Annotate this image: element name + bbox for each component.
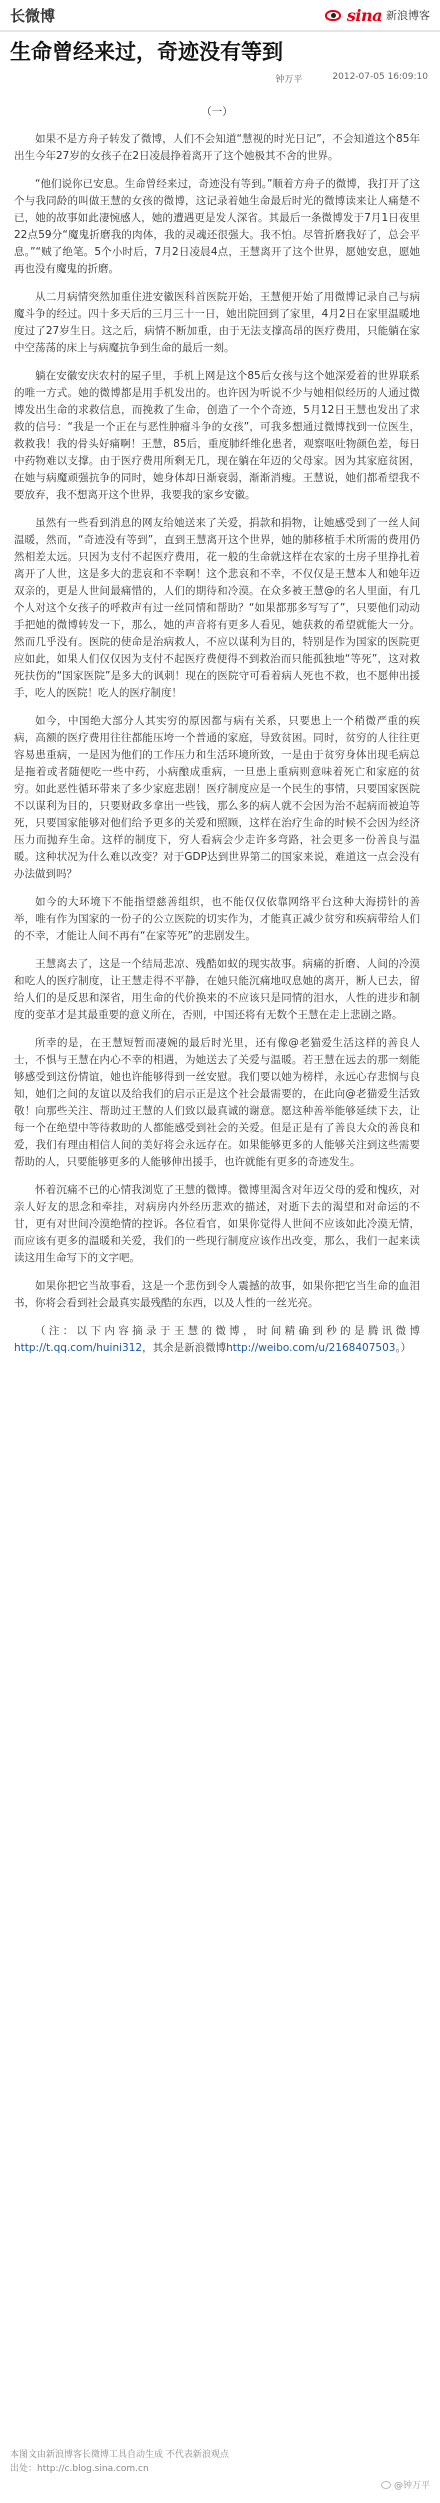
sina-weibo-link[interactable]: http://weibo.com/u/2168407503 — [226, 1342, 396, 1354]
paragraph-11: 如果你把它当故事看，这是一个悲伤到令人震撼的故事，如果你把它当生命的血泪书，你将会看到社会最真实最残酷的东西，以及人性的一丝光亮。 — [14, 1280, 420, 1309]
page-footer — [10, 2448, 430, 2476]
article-meta — [275, 72, 428, 85]
source-note — [14, 1323, 420, 1357]
note-suffix: 。） — [395, 1342, 412, 1354]
paragraph-3: 从二月病情突然加重住进安徽医科首医院开始，王慧便开始了用微博记录自己与病魔斗争的经过。四十多天后的三月三十一日，她出院回到了家里，4月2日在家里温暖地度过了27岁生日。这之后，病情不断加重，由于无法支撑高昂的医疗费用，只能躺在家中空荡荡的床上与病魔抗争到生命的最后一刻。 — [14, 291, 420, 354]
paragraph-5: 虽然有一些看到消息的网友给她送来了关爱，捐款和捐物，让她感受到了一丝人间温暖，然而，“奇迹没有等到”，直到王慧离开这个世界，她的肺移植手术所需的费用仍然相差太远。只因为支付不起医疗费用，花一般的生命就这样在农家的土房子里挣扎着离开了人世，这是多大的悲哀和不幸啊！这个悲哀和不幸，不仅仅是王慧本人和她年迈双亲的，更是人世间最痛惜的，人们的期待和冷漠。在众多被王慧@的名人里面，有几个人对这个女孩子的呼救声有过一丝同情和帮助？“如果都那多写写了”，只要他们动动手把她的微博转发一下，那么，她的声音将有更多人看见，她获救的希望就能大一分。然而几乎没有。医院的使命是治病救人，不应以谋利为目的，特别是作为国家的医院更应如此，如果人们仅仅因为支付不起医疗费便得不到救治而只能孤独地“等死”，这对救死扶伤的“国家医院”是多大的讽刺！现在的医院守可看着病人死也不救，也不愿伸出援手，吃人的医院！吃人的医疗制度！ — [14, 517, 420, 699]
app-name: 长微博 — [10, 6, 56, 25]
watermark — [381, 2478, 430, 2491]
article-body — [14, 104, 420, 1368]
note-prefix: （注：以下内容摘录于王慧的微博，时间精确到秒的是腾讯微博 — [35, 1325, 420, 1337]
top-bar — [0, 0, 440, 32]
weibo-logo-icon — [381, 2481, 391, 2489]
sina-blog-logo[interactable] — [325, 6, 430, 25]
paragraph-10: 怀着沉痛不已的心情我浏览了王慧的微博。微博里渴含对年迈父母的爱和愧疚，对亲人好友的思念和牵挂，对病房内外经历悲欢的描述，对逝下去的渴望和对命运的不甘，更有对世间冷漠绝情的控诉。各位看官，如果你觉得人世间不应该如此冷漠无情，而应该有更多的温暖和关爱，我们的一些现行制度应该作出改变，那么，我们一起来读读这用生命写下的文字吧。 — [14, 1184, 420, 1264]
sina-eye-icon — [325, 8, 343, 22]
publish-datetime: 2012-07-05 16:09:10 — [332, 72, 428, 82]
paragraph-2: “他们说你已安息。生命曾经来过，奇迹没有等到。”顺着方舟子的微博，我打开了这个与我同龄的叫做王慧的女孩的微博，这记录着她生命最后时光的微博读来让人痛楚不已，她的故事如此凄惋感人，她的遭遇更是发人深省。其最后一条微博发于7月1日夜里22点59分“魔鬼折磨我的肉体，我的灵魂还很强大。我不怕。尽管折磨我好了，总会平息。”“贼了绝笔。5个小时后，7月2日凌晨4点，王慧离开了这个世界，愿她安息，愿她再也没有魔鬼的折磨。 — [14, 178, 420, 275]
footer-source[interactable]: 出处：http://c.blog.sina.com.cn — [10, 2464, 149, 2474]
tencent-weibo-link[interactable]: http://t.qq.com/huini312 — [14, 1342, 143, 1354]
paragraph-7: 如今的大环境下不能指望慈善组织，也不能仅仅依靠网络平台这种大海捞针的善举，唯有作为国家的一份子的公立医院的切实作为，才能真正减少贫穷和疾病带给人们的不幸，才能让人间不再有“在家等死”的悲剧发生。 — [14, 896, 420, 942]
logo-subtitle: 新浪博客 — [386, 9, 430, 22]
footer-disclaimer: 本图文由新浪博客长微博工具自动生成 不代表新浪观点 — [10, 2450, 229, 2460]
author-name[interactable]: 钟万平 — [275, 75, 303, 85]
note-middle: ，其余是新浪微博 — [142, 1342, 227, 1354]
paragraph-8: 王慧离去了，这是一个结局悲凉、残酷如蚁的现实故事。病痛的折磨、人间的冷漠和吃人的医疗制度，让王慧走得不平静，在她只能沉痛地叹息她的离开，断人已去，留给人们的是反思和深省，用生命的代价换来的不应该只是同情的泪水，人性的进步和制度的变革才是其最重要的意义所在，否则，中国还将有无数个王慧在走上悲剧之路。 — [14, 958, 420, 1021]
paragraph-6: 如今，中国绝大部分人其实穷的原因都与病有关系，只要患上一个稍微严重的疾病，高额的医疗费用往往都能压垮一个普通的家庭，导致贫困。同时，贫穷的人往往更容易患重病，一是因为他们的工作压力和生活环境所致，一是由于贫穷身体出现毛病总是拖着或者随便吃一些中药，小病酿成重病，一旦患上重病则意味着死亡和家庭的贫穷。如此恶性循环带来了多少家庭悲剧！医疗制度应是一个民生的事情，只要国家医院不以谋利为目的，只要财政多拿出一些钱，那么多的病人就不会因为治不起病而被迫等死，只要国家能够对他们给予更多的关爱和照顾，这样在治疗生命的时候不会因为经济压力而抛弃生命。这样的制度下，穷人看病会少走许多弯路，社会更多一份善良与温暖。这种状况为什么难以改变？对于GDP达到世界第二的国家来说，难道这一点会没有办法做到吗？ — [14, 715, 420, 880]
watermark-text: @钟万平 — [393, 2481, 430, 2491]
logo-brand: sina — [346, 5, 382, 25]
section-number: （一） — [201, 106, 233, 118]
paragraph-4: 躺在安徽安庆农村的屋子里，手机上网是这个85后女孩与这个她深爱着的世界联系的唯一方式。她的微博都是用手机发出的。也许因为听说不少与她相似经历的人通过微博发出生命的求救信息，而挽救了生命，创造了一个个奇迹，5月12日王慧也发出了求救的信号：“我是一个正在与恶性肿瘤斗争的女孩”，可我多想通过微博找到一位医生，救救我！我的骨头好痛啊！王慧，85后，重度肺纤维化患者，观察呕吐物颜色差，每日中药物难以支撑。由于医疗费用所剩无几，现在躺在年迈的父母家。因为其家庭贫困，在她与病魔顽强抗争的同时，她身体却日渐衰弱，渐渐消瘦。王慧说，她们都希望我不要放弃，我不想离开这个世界，我要我的家乡安徽。 — [14, 370, 420, 501]
paragraph-9: 所幸的是，在王慧短暂而凄婉的最后时光里，还有像@老猫爱生活这样的善良人士，不惧与王慧在内心不幸的相遇，为她送去了关爱与温暖。若王慧在远去的那一刻能够感受到这份情谊，她也许能够得到一丝安慰。我们要以她为榜样，永远心存悲悯与良知，她们之间的友谊以及给我们的启示正是这个社会最需要的，在此向@老猫爱生活致敬！向那些关注、帮助过王慧的人们致以最真诚的谢意。愿这种善举能够延续下去，让每一个在绝望中等待救助的人都能感受到社会的关爱。但是正是有了善良大众的善良和爱，我们有理由相信人间的美好将会永远存在。如果能够更多的人能够关注到这些需要帮助的人，只要能够更多的人能够伸出援手，也许就能有更多的奇迹发生。 — [14, 1037, 420, 1168]
article-title: 生命曾经来过，奇迹没有等到 — [10, 40, 283, 64]
paragraph-1: 如果不是方舟子转发了微博，人们不会知道“慧视的时光日记”，不会知道这个85年出生今年27岁的女孩子在2日凌晨挣着离开了这个她极其不舍的世界。 — [14, 133, 420, 162]
